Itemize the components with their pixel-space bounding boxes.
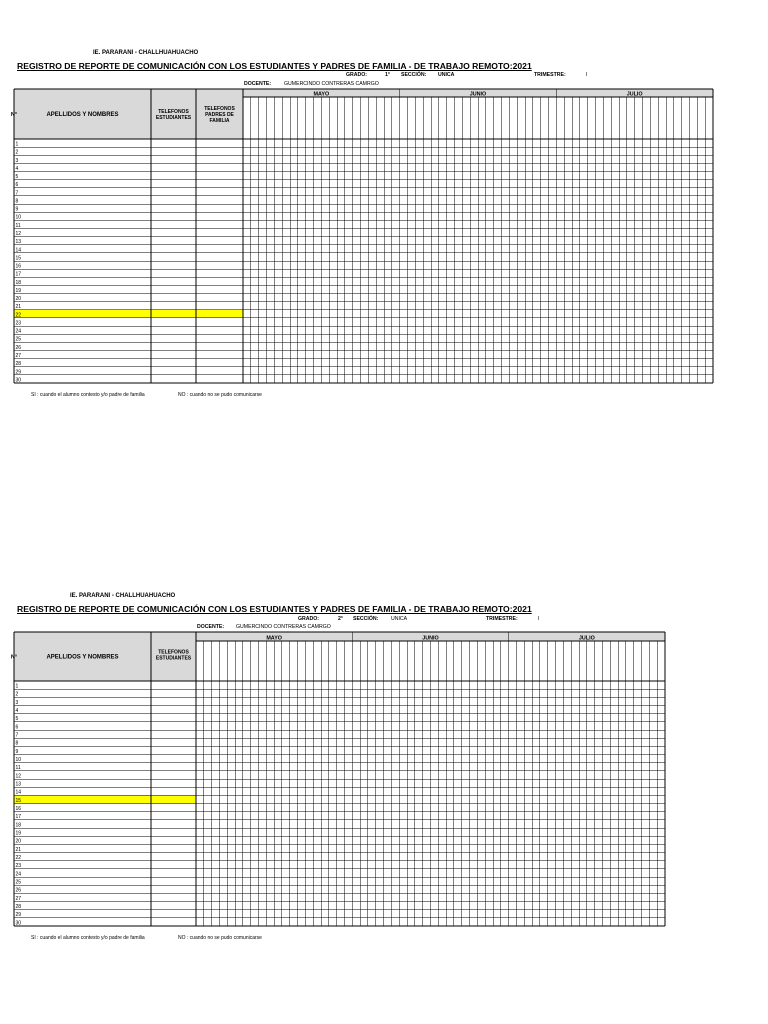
header-phones-students: ESTUDIANTES — [155, 115, 192, 121]
row-number: 26 — [15, 887, 22, 894]
header-names: APELLIDOS Y NOMBRES — [46, 654, 119, 661]
row-number: 7 — [15, 190, 19, 197]
trimestre-value: I — [586, 72, 588, 78]
row-number: 27 — [15, 895, 22, 902]
row-number: 15 — [15, 797, 22, 804]
row-number: 25 — [15, 879, 22, 886]
row-number: 6 — [15, 182, 19, 189]
row-number: 30 — [15, 377, 22, 384]
month-label: MAYO — [313, 91, 330, 98]
row-number: 11 — [15, 222, 21, 229]
school-name: IE. PARARANI - CHALLHUAHUACHO — [93, 50, 199, 56]
school-name: IE. PARARANI - CHALLHUAHUACHO — [70, 593, 176, 599]
row-number: 22 — [15, 312, 22, 319]
row-number: 29 — [15, 369, 22, 376]
docente-label: DOCENTE: — [244, 81, 272, 87]
header-phones-parents: TELEFONOS — [204, 106, 235, 112]
header-names: APELLIDOS Y NOMBRES — [46, 112, 119, 118]
header-number: N° — [10, 112, 18, 118]
legend-si: SI : cuando el alumno contesto y/o padre de familia — [31, 392, 145, 398]
row-number: 16 — [15, 806, 22, 813]
trimestre-label: TRIMESTRE: — [486, 616, 518, 622]
header-phones-students: TELEFONOS — [158, 649, 189, 656]
month-label: JUNIO — [469, 91, 487, 98]
row-number: 10 — [15, 757, 22, 764]
row-number: 15 — [15, 255, 22, 262]
row-number: 25 — [15, 336, 22, 343]
row-number: 1 — [15, 683, 19, 690]
row-number: 9 — [15, 748, 19, 755]
row-number: 17 — [15, 271, 22, 278]
row-number: 13 — [15, 239, 22, 246]
row-number: 4 — [15, 165, 19, 172]
header-phones-students: ESTUDIANTES — [155, 655, 192, 662]
row-number: 22 — [15, 855, 22, 862]
row-number: 23 — [15, 320, 22, 327]
row-number: 7 — [15, 732, 19, 739]
legend-no: NO : cuando no se pudo comunicarse — [178, 935, 262, 941]
row-number: 2 — [15, 149, 19, 156]
month-label: JULIO — [578, 635, 595, 642]
row-number: 21 — [15, 846, 22, 853]
row-number: 6 — [15, 724, 19, 731]
row-number: 17 — [15, 814, 22, 821]
row-number: 14 — [15, 247, 22, 254]
row-number: 3 — [15, 699, 19, 706]
docente-value: GUMERCINDO CONTRERAS CAMRGO — [284, 81, 379, 87]
seccion-value: UNICA — [391, 616, 408, 622]
row-number: 5 — [15, 174, 19, 181]
row-number: 5 — [15, 716, 19, 723]
header-phones-students: TELEFONOS — [158, 109, 189, 115]
legend-si: SI : cuando el alumno contesto y/o padre de familia — [31, 935, 145, 941]
row-number: 14 — [15, 789, 22, 796]
row-number: 19 — [15, 830, 22, 837]
row-number: 28 — [15, 361, 22, 368]
row-number: 28 — [15, 904, 22, 911]
month-label: MAYO — [266, 635, 283, 642]
row-number: 8 — [15, 198, 19, 205]
grado-value: 1° — [385, 72, 390, 78]
row-number: 9 — [15, 206, 19, 213]
row-number: 20 — [15, 838, 22, 845]
row-number: 21 — [15, 304, 22, 311]
seccion-value: UNICA — [438, 72, 455, 78]
header-number: N° — [10, 654, 18, 661]
legend-no: NO : cuando no se pudo comunicarse — [178, 392, 262, 398]
row-number: 19 — [15, 287, 22, 294]
row-number: 30 — [15, 920, 22, 927]
header-phones-parents: PADRES DE — [205, 112, 234, 118]
row-number: 23 — [15, 863, 22, 870]
row-number: 16 — [15, 263, 22, 270]
row-number: 12 — [15, 773, 22, 780]
register-title: REGISTRO DE REPORTE DE COMUNICACIÓN CON LOS ESTUDIANTES Y PADRES DE FAMILIA - DE TRABAJO REMOTO:2021 — [17, 61, 532, 71]
row-number: 11 — [15, 765, 21, 772]
month-label: JUNIO — [422, 635, 439, 642]
grado-label: GRADO: — [346, 72, 368, 78]
row-number: 13 — [15, 781, 22, 788]
trimestre-value: I — [538, 616, 540, 622]
row-number: 18 — [15, 822, 22, 829]
row-number: 24 — [15, 328, 22, 335]
row-number: 2 — [15, 691, 19, 698]
seccion-label: SECCIÓN: — [353, 616, 379, 622]
grado-value: 2° — [338, 616, 343, 622]
row-number: 27 — [15, 353, 22, 359]
header-phones-parents: FAMILIA — [209, 118, 230, 124]
row-number: 10 — [15, 214, 22, 221]
row-number: 18 — [15, 279, 22, 286]
row-number: 8 — [15, 740, 19, 747]
month-label: JULIO — [626, 91, 643, 98]
row-number: 26 — [15, 344, 22, 351]
row-number: 4 — [15, 708, 19, 715]
row-number: 20 — [15, 296, 22, 303]
row-number: 29 — [15, 912, 22, 919]
register-title: REGISTRO DE REPORTE DE COMUNICACIÓN CON LOS ESTUDIANTES Y PADRES DE FAMILIA - DE TRABAJO REMOTO:2021 — [17, 604, 532, 614]
grado-label: GRADO: — [298, 616, 320, 622]
row-number: 12 — [15, 231, 22, 237]
seccion-label: SECCIÓN: — [401, 72, 427, 78]
trimestre-label: TRIMESTRE: — [534, 72, 566, 78]
row-number: 3 — [15, 157, 19, 164]
highlighted-row — [14, 795, 196, 803]
row-number: 1 — [15, 141, 19, 148]
docente-label: DOCENTE: — [197, 624, 225, 630]
row-number: 24 — [15, 871, 22, 878]
docente-value: GUMERCINDO CONTRERAS CAMRGO — [236, 624, 331, 630]
